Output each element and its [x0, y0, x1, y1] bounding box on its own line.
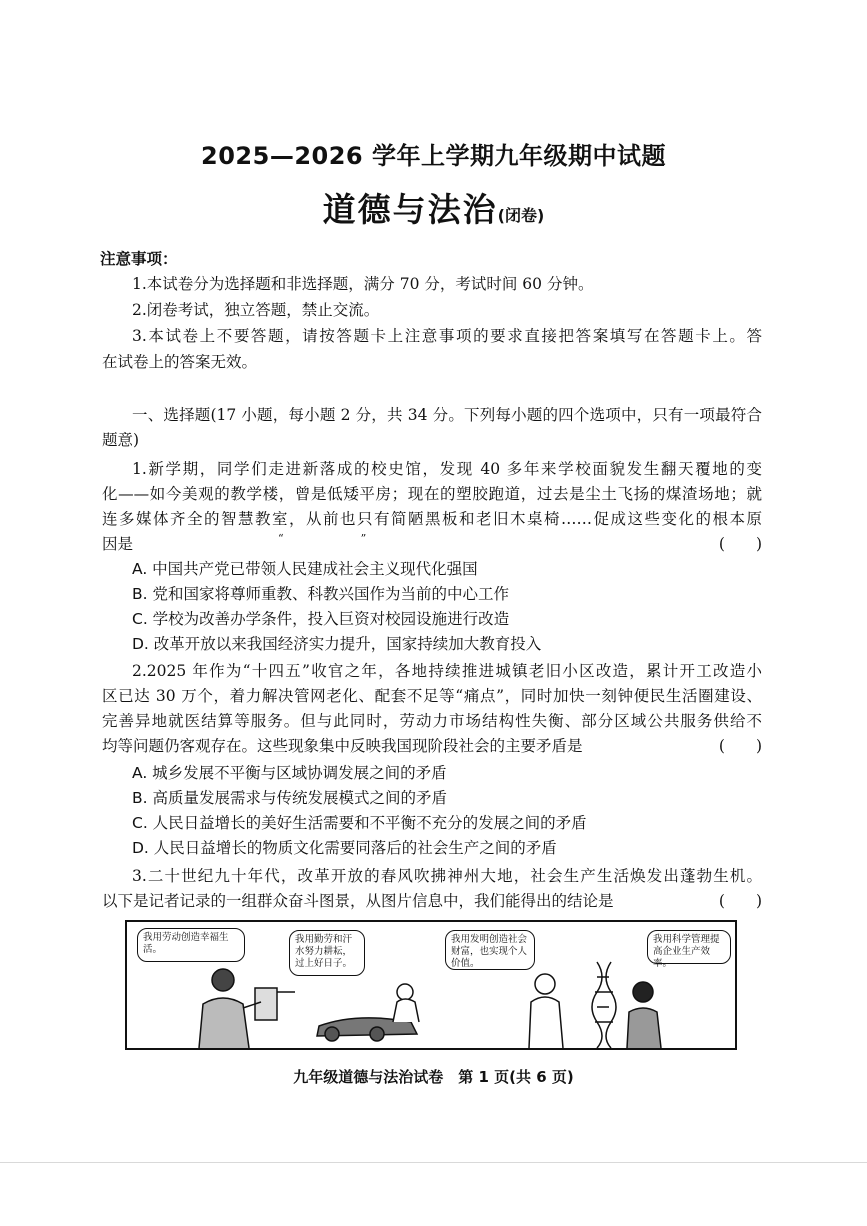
- exam-title: 2025—2026 学年上学期九年级期中试题: [201, 142, 666, 170]
- q2-answer-bracket: ( ): [718, 737, 762, 755]
- q1-option-d: D. 改革开放以来我国经济实力提升，国家持续加大教育投入: [132, 635, 542, 653]
- section-heading: 一、选择题(17 小题，每小题 2 分，共 34 分。下列每小题的四个选项中，只有一项最符合: [132, 406, 762, 424]
- notice-item-1: 1.本试卷分为选择题和非选择题，满分 70 分，考试时间 60 分钟。: [132, 275, 594, 293]
- q1-option-a: A. 中国共产党已带领人民建成社会主义现代化强国: [132, 560, 478, 578]
- q1-quote-blank: “ ”: [278, 532, 367, 545]
- manager-figure: [627, 982, 661, 1048]
- q1-option-c: C. 学校为改善办学条件，投入巨资对校园设施进行改造: [132, 610, 510, 628]
- notice-item-3-cont: 在试卷上的答案无效。: [102, 353, 258, 371]
- speech-bubble-worker: 我用劳动创造幸福生活。: [137, 928, 245, 962]
- speech-bubble-farmer: 我用勤劳和汗水努力耕耘，过上好日子。: [289, 930, 365, 976]
- q2-line-1: 2.2025 年作为“十四五”收官之年，各地持续推进城镇老旧小区改造，累计开工改造小: [132, 662, 762, 680]
- q1-line-2: 化——如今美观的教学楼，曾是低矮平房；现在的塑胶跑道，过去是尘土飞扬的煤渣场地；就: [102, 485, 762, 503]
- q1-answer-bracket: ( ): [718, 535, 762, 553]
- subject-title: [0, 184, 867, 231]
- q1-line-1: 1.新学期，同学们走进新落成的校史馆，发现 40 多年来学校面貌发生翻天覆地的变: [132, 460, 762, 478]
- q1-option-b: B. 党和国家将尊师重教、科教兴国作为当前的中心工作: [132, 585, 509, 603]
- q2-line-4: 均等问题仍客观存在。这些现象集中反映我国现阶段社会的主要矛盾是: [102, 737, 583, 755]
- notice-item-2: 2.闭卷考试，独立答题，禁止交流。: [132, 301, 380, 319]
- subject-name: 道德与法治: [322, 190, 498, 229]
- q3-line-2: 以下是记者记录的一组群众奋斗图景，从图片信息中，我们能得出的结论是: [102, 892, 614, 910]
- q1-line-4: 因是: [102, 535, 134, 553]
- q2-option-b: B. 高质量发展需求与传统发展模式之间的矛盾: [132, 789, 447, 807]
- section-heading-cont: 题意): [102, 431, 140, 449]
- q3-line-1: 3.二十世纪九十年代，改革开放的春风吹拂神州大地，社会生产生活焕发出蓬勃生机。: [132, 867, 762, 885]
- q2-line-2: 区已达 30 万个，着力解决管网老化、配套不足等“痛点”，同时加快一刻钟便民生活圈建设、: [102, 687, 762, 705]
- q2-line-3: 完善异地就医结算等服务。但与此同时，劳动力市场结构性失衡、部分区域公共服务供给不: [102, 712, 762, 730]
- notice-heading: 注意事项：: [100, 250, 178, 268]
- subject-note: (闭卷): [497, 206, 545, 225]
- q2-option-d: D. 人民日益增长的物质文化需要同落后的社会生产之间的矛盾: [132, 839, 557, 857]
- worker-figure: [199, 969, 295, 1048]
- q2-option-a: A. 城乡发展不平衡与区域协调发展之间的矛盾: [132, 764, 447, 782]
- scientist-figure: [529, 962, 616, 1048]
- scan-edge-line: [0, 1162, 867, 1163]
- speech-bubble-scientist: 我用发明创造社会财富，也实现个人价值。: [445, 930, 535, 970]
- q1-line-3: 连多媒体齐全的智慧教室，从前也只有简陋黑板和老旧木桌椅……促成这些变化的根本原: [102, 510, 762, 528]
- speech-bubble-manager: 我用科学管理提高企业生产效率。: [647, 930, 731, 964]
- farmer-figure: [317, 984, 419, 1041]
- q3-answer-bracket: ( ): [718, 892, 762, 910]
- illustration-drawing: [127, 922, 735, 1048]
- notice-item-3: 3.本试卷上不要答题，请按答题卡上注意事项的要求直接把答案填写在答题卡上。答: [132, 327, 762, 345]
- q3-illustration: [125, 920, 737, 1050]
- page-footer: 九年级道德与法治试卷 第 1 页(共 6 页): [293, 1068, 574, 1086]
- q2-option-c: C. 人民日益增长的美好生活需要和不平衡不充分的发展之间的矛盾: [132, 814, 587, 832]
